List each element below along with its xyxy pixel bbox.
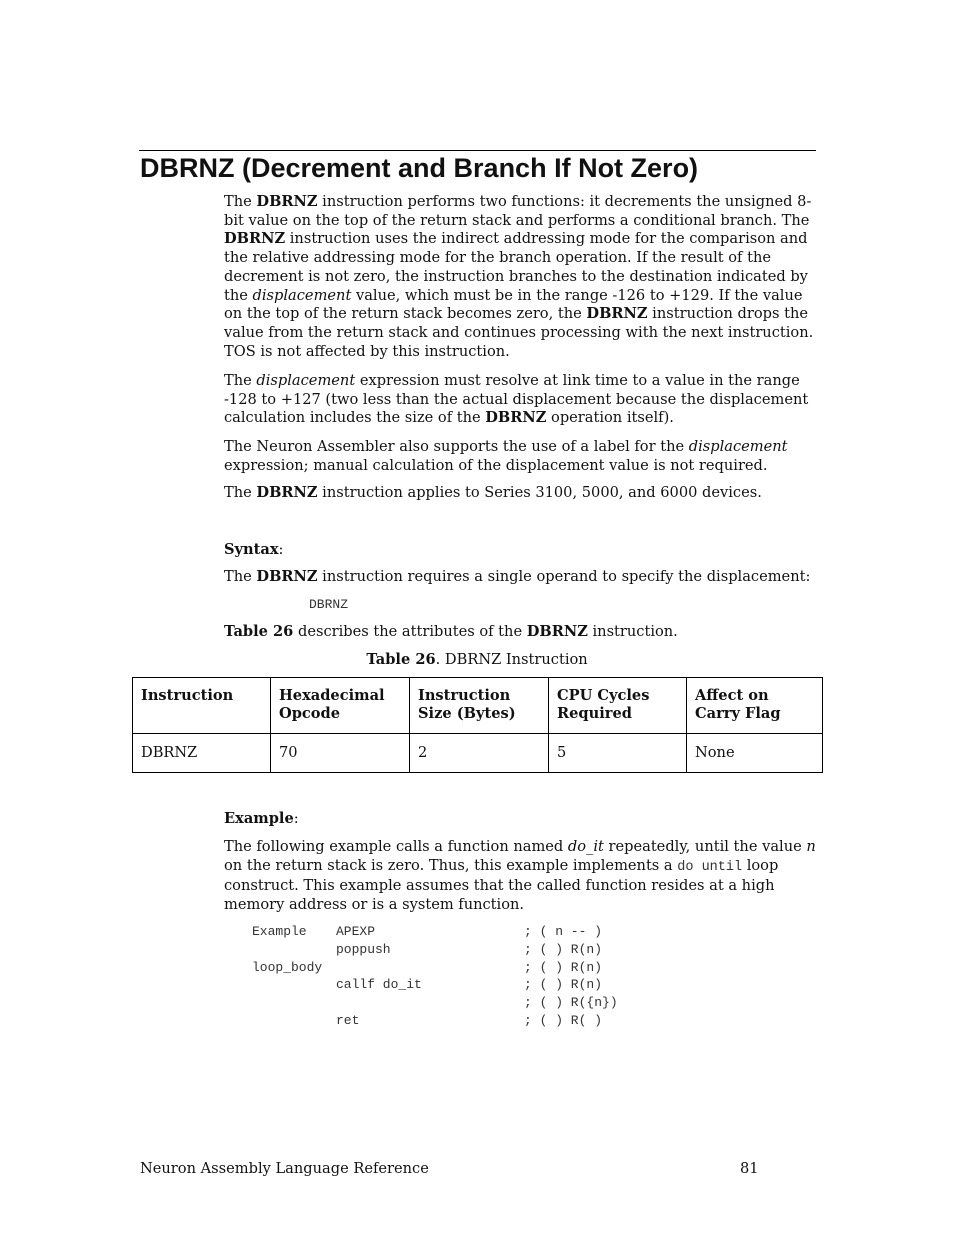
instruction-name: DBRNZ [526,623,588,640]
header-line: Size (Bytes) [418,705,516,722]
code-comment: ; ( ) R(n) [524,977,603,992]
header-cell [271,678,410,734]
text-run: on the return stack is zero. Thus, this example implements a [224,856,678,874]
table-row [133,734,823,773]
table-cell: 2 [410,734,549,773]
code-op: callf do_it [336,977,422,992]
text-run: repeatedly, until the value [603,838,807,855]
instruction-name: DBRNZ [256,193,318,210]
text-run: The Neuron Assembler also supports the use of a label for the [224,438,689,455]
example-paragraph [224,838,816,915]
text-run: instruction applies to Series 3100, 5000, and 6000 devices. [317,484,762,501]
table-cell: 5 [549,734,687,773]
instruction-name: DBRNZ [224,230,286,248]
example-heading-label: Example [224,810,294,827]
header-cell [687,678,823,734]
code-comment: ; ( ) R({n}) [524,995,618,1010]
table-ref-label: Table 26 [224,623,294,640]
table-cell: None [687,734,823,773]
instruction-name: DBRNZ [256,568,318,585]
text-run: . DBRNZ Instruction [435,651,588,668]
text-run: expression must resolve at link time to a value in the range -128 to +127 (two less than the actual displacement because the displacement calculation includes the size of the [224,372,809,427]
header-cell [410,678,549,734]
table-cell: 70 [271,734,410,773]
header-line: CPU Cycles [557,687,650,704]
instruction-name: DBRNZ [586,305,648,323]
text-run: expression; manual calculation of the displacement value is not required. [224,456,768,474]
text-run: instruction requires a single operand to specify the displacement: [317,568,811,585]
text-run: loop construct. This example assumes that the called function resides at a high memory address or is a system function. [224,856,779,914]
instruction-name: DBRNZ [256,484,318,501]
table-cell: DBRNZ [133,734,271,773]
code-op: APEXP [336,924,376,939]
instruction-name: DBRNZ [485,409,547,427]
title-rule [139,150,816,151]
table-caption [0,651,954,670]
text-run: describes the attributes of the [293,623,527,640]
text-run: : [293,810,299,827]
header-line: Required [557,705,632,722]
text-run: The following example calls a function named [224,838,568,855]
variable-name: n [806,838,816,855]
text-run: The [224,484,257,501]
header-line: Instruction [418,687,511,704]
syntax-heading-label: Syntax [224,541,279,558]
term-displacement: displacement [256,372,356,389]
footer-title: Neuron Assembly Language Reference [140,1160,429,1177]
label-paragraph [224,438,816,475]
code-op: poppush [336,942,391,957]
header-line: Affect on [695,687,769,704]
inline-code: do until [677,859,743,875]
text-run: instruction. [587,623,678,640]
header-cell [549,678,687,734]
text-run: The [224,372,257,389]
table-header-row [133,678,823,734]
text-run: instruction uses the indirect addressing mode for the comparison and the relative addressing mode for the branch operation. If the result of the decrement is not zero, the instruction branches to the destination indicated by the [224,230,808,304]
term-displacement: displacement [252,286,352,304]
function-name: do_it [567,838,604,855]
page-number: 81 [740,1160,759,1177]
text-run: instruction drops the value from the return stack and continues processing with the next instruction. TOS is not affected by this instruction. [224,305,814,360]
text-run: The [224,568,257,585]
text-run: value, which must be in the range -126 to +129. If the value on the top of the return stack becomes zero, the [224,286,803,323]
code-comment: ; ( ) R( ) [524,1013,603,1028]
syntax-paragraph [224,568,816,587]
table-caption-label: Table 26 [366,651,436,668]
instruction-attributes-table [132,677,823,773]
header-line: Hexadecimal [279,687,385,704]
devices-paragraph [224,484,816,503]
syntax-heading [224,541,816,560]
page-title: DBRNZ (Decrement and Branch If Not Zero) [140,153,699,183]
text-run: instruction performs two functions: it decrements the unsigned 8-bit value on the top of the return stack and performs a conditional branch. The [224,193,812,229]
code-comment: ; ( ) R(n) [524,960,603,975]
header-line: Opcode [279,705,341,722]
code-comment: ; ( ) R(n) [524,942,603,957]
header-cell [133,678,271,734]
header-line: Instruction [141,687,234,704]
displacement-paragraph [224,372,816,428]
code-op: ret [336,1013,360,1028]
example-heading [224,810,816,829]
header-line: Carry Flag [695,705,781,722]
code-label: Example [252,924,307,939]
code-label: loop_body [252,960,323,975]
code-comment: ; ( n -- ) [524,924,603,939]
text-run: The [224,193,257,210]
text-run: : [278,541,284,558]
text-run: operation itself). [546,409,674,427]
term-displacement: displacement [688,438,788,455]
table-reference [224,623,816,642]
syntax-code: DBRNZ [309,597,349,612]
intro-paragraph [224,193,816,361]
